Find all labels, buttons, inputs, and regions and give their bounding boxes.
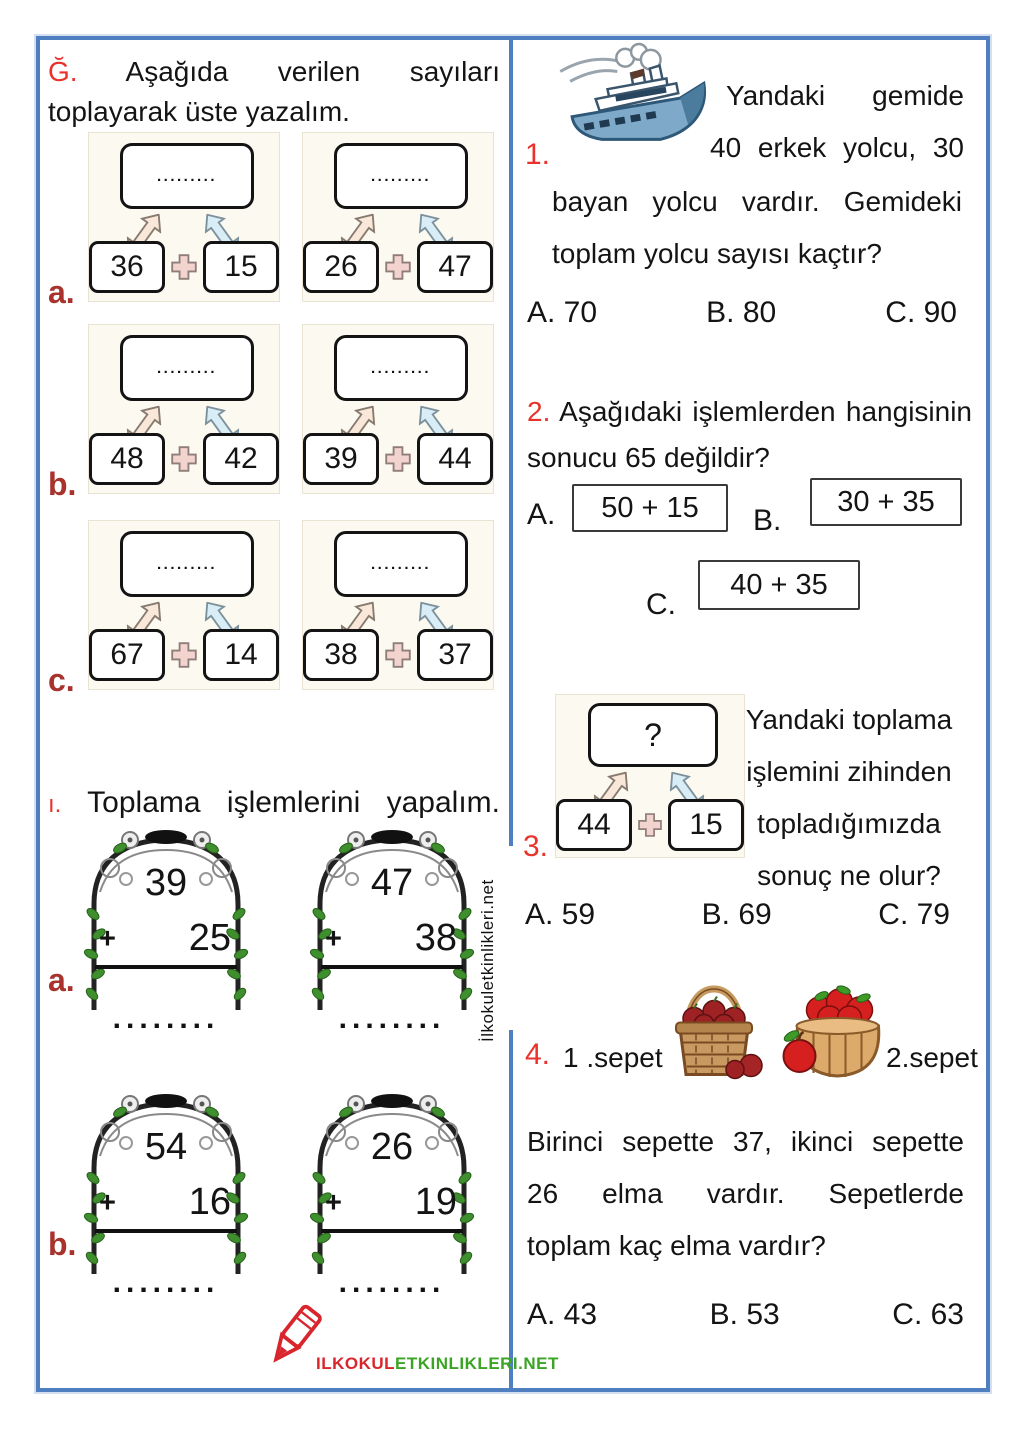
option-box: 30 + 35 — [810, 478, 962, 526]
sum-answer-box — [334, 143, 468, 209]
option-label: C. — [646, 588, 676, 621]
row-label: b. — [48, 1226, 77, 1262]
q4-answers — [527, 1298, 964, 1332]
answer-placeholder-dots: ......... — [370, 359, 431, 377]
q1-text-line2: 40 erkek yolcu, 30 — [710, 132, 964, 163]
option-label: B. — [753, 504, 782, 537]
sum-diagram — [88, 132, 280, 302]
q2-title: Aşağıdaki işlemlerden hangisinin — [559, 396, 973, 427]
q1-text-line4: toplam yolcu sayısı kaçtır? — [552, 238, 882, 269]
addend-box: 39 — [303, 433, 379, 485]
addend-box: 44 — [417, 433, 493, 485]
q4-text-line3: toplam kaç elma vardır? — [527, 1230, 826, 1261]
sum-diagram — [88, 324, 280, 494]
plus-icon — [637, 807, 663, 843]
q4-text-line2: 26 elma vardır. Sepetlerde — [527, 1178, 964, 1209]
vertical-addition-top: 26 — [370, 1126, 414, 1168]
vertical-addition-arch — [80, 818, 252, 1010]
answer-placeholder-dots: ......... — [370, 167, 431, 185]
result-placeholder-dots: ........ — [112, 1266, 220, 1299]
addend-box: 26 — [303, 241, 379, 293]
addend-box: 44 — [556, 799, 632, 851]
section-g-title-part1: Aşağıda verilen sayıları — [125, 56, 500, 87]
q1-answers — [527, 296, 957, 330]
question-number: 3. — [523, 830, 549, 863]
addend-box: 48 — [89, 433, 165, 485]
section-i-title: Toplama işlemlerini yapalım. — [87, 786, 500, 819]
addend-box: 14 — [203, 629, 279, 681]
apple-barrel-image — [780, 984, 888, 1084]
q3-text-line4: sonuç ne olur? — [757, 860, 941, 891]
row-label: a. — [48, 274, 75, 310]
sum-answer-box — [334, 531, 468, 597]
addend-box: 37 — [417, 629, 493, 681]
plus-sign: + — [325, 923, 342, 955]
sum-diagram — [555, 694, 745, 858]
logo-text-part2: ETKINLIKLERI.NET — [395, 1354, 559, 1373]
sum-answer-box — [588, 703, 718, 767]
option-label: A. — [527, 498, 556, 531]
vertical-addition-top: 54 — [144, 1126, 188, 1168]
q4-basket2-label: 2.sepet — [886, 1042, 978, 1073]
plus-icon — [170, 637, 198, 673]
addend-box: 15 — [668, 799, 744, 851]
question-number: 1. — [525, 138, 551, 171]
question-number: 2. — [527, 396, 551, 427]
answer-placeholder-dots: ......... — [156, 167, 217, 185]
vertical-addition-arch — [306, 1082, 478, 1274]
plus-icon — [384, 249, 412, 285]
row-label: a. — [48, 962, 75, 998]
section-g-label: Ğ. — [48, 56, 78, 87]
option-box: 50 + 15 — [572, 484, 728, 532]
answer-option-b: B. 53 — [709, 1298, 780, 1331]
vertical-addition-top: 47 — [370, 862, 414, 904]
logo-text-part1: ILKOKUL — [316, 1354, 396, 1373]
plus-icon — [384, 441, 412, 477]
q4-basket1-label: 1 .sepet — [563, 1042, 663, 1073]
answer-option-a: A. 70 — [527, 296, 598, 329]
answer-option-a: A. 43 — [527, 1298, 598, 1331]
section-i-heading — [48, 784, 500, 822]
addend-box: 38 — [303, 629, 379, 681]
question-mark: ? — [644, 716, 662, 753]
q1-text-line1: Yandaki gemide — [726, 80, 964, 111]
answer-option-b: B. 80 — [706, 296, 777, 329]
result-placeholder-dots: ........ — [338, 1266, 446, 1299]
answer-option-a: A. 59 — [525, 898, 596, 931]
plus-sign: + — [99, 923, 116, 955]
section-i-label: ı. — [48, 791, 62, 818]
result-placeholder-dots: ........ — [338, 1002, 446, 1035]
addend-box: 42 — [203, 433, 279, 485]
sum-answer-box — [120, 531, 254, 597]
sum-answer-box — [120, 143, 254, 209]
column-divider — [509, 1030, 513, 1388]
plus-icon — [384, 637, 412, 673]
q3-answers — [525, 898, 950, 932]
column-divider — [509, 40, 513, 846]
q2-text-line2: sonucu 65 değildir? — [527, 442, 770, 473]
sum-answer-box — [120, 335, 254, 401]
answer-placeholder-dots: ......... — [156, 555, 217, 573]
section-g-heading-line1 — [48, 54, 500, 89]
sum-diagram — [302, 132, 494, 302]
addend-box: 47 — [417, 241, 493, 293]
result-placeholder-dots: ........ — [112, 1002, 220, 1035]
answer-option-c: C. 79 — [878, 898, 950, 931]
q4-text-line1: Birinci sepette 37, ikinci sepette — [527, 1126, 964, 1157]
q3-text-line3: topladığımızda — [757, 808, 941, 839]
apple-basket-image — [664, 966, 764, 1082]
answer-placeholder-dots: ......... — [156, 359, 217, 377]
sum-diagram — [302, 520, 494, 690]
question-number: 4. — [525, 1038, 551, 1071]
option-box: 40 + 35 — [698, 560, 860, 610]
plus-sign: + — [325, 1187, 342, 1219]
watermark-vertical-text: İlkokuletkinlikleri.net — [478, 879, 497, 1042]
ship-image — [556, 42, 714, 160]
vertical-addition-arch — [80, 1082, 252, 1274]
vertical-addition-bottom: 25 — [188, 917, 231, 959]
addend-box: 36 — [89, 241, 165, 293]
row-label: b. — [48, 466, 77, 502]
answer-option-b: B. 69 — [701, 898, 772, 931]
addend-box: 15 — [203, 241, 279, 293]
sum-diagram — [302, 324, 494, 494]
row-label: c. — [48, 662, 75, 698]
q3-text-line1: Yandaki toplama — [745, 704, 953, 735]
answer-option-c: C. 90 — [885, 296, 957, 329]
answer-placeholder-dots: ......... — [370, 555, 431, 573]
plus-sign: + — [99, 1187, 116, 1219]
vertical-addition-bottom: 19 — [414, 1181, 457, 1223]
q3-text-line2: işlemini zihinden — [746, 756, 952, 787]
addend-box: 67 — [89, 629, 165, 681]
q1-text-line3: bayan yolcu vardır. Gemideki — [552, 186, 962, 217]
answer-option-c: C. 63 — [892, 1298, 964, 1331]
site-logo — [262, 1300, 559, 1382]
sum-answer-box — [334, 335, 468, 401]
vertical-addition-bottom: 38 — [414, 917, 457, 959]
sum-diagram — [88, 520, 280, 690]
vertical-addition-top: 39 — [144, 862, 188, 904]
q2-text-line1 — [527, 394, 972, 429]
plus-icon — [170, 249, 198, 285]
plus-icon — [170, 441, 198, 477]
vertical-addition-arch — [306, 818, 478, 1010]
section-g-heading-line2: toplayarak üste yazalım. — [48, 96, 350, 127]
vertical-addition-bottom: 16 — [188, 1181, 231, 1223]
